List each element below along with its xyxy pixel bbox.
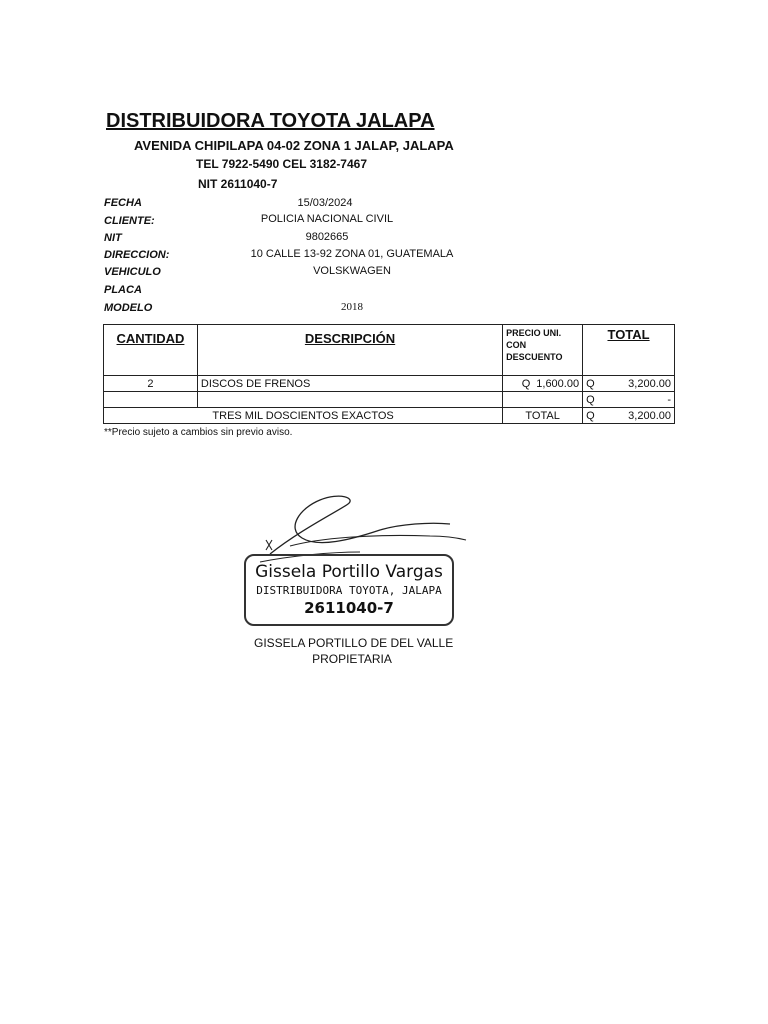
field-label-direccion: DIRECCION:	[104, 249, 170, 261]
footer-total-currency: Q	[586, 409, 595, 422]
field-label-placa: PLACA	[104, 284, 142, 296]
header-descripcion: DESCRIPCIÓN	[197, 325, 502, 376]
header-precio-line3: DESCUENTO	[506, 352, 563, 362]
cell-total-amount: -	[667, 393, 671, 406]
field-label-fecha: FECHA	[104, 197, 142, 209]
field-value-cliente: POLICIA NACIONAL CIVIL	[260, 213, 394, 225]
cell-total-currency: Q	[586, 377, 595, 390]
table-header-row	[104, 325, 675, 376]
cell-descripcion	[197, 392, 502, 408]
cell-total	[583, 376, 675, 392]
stamp-nit: 2611040-7	[304, 599, 394, 617]
total-in-words: TRES MIL DOSCIENTOS EXACTOS	[104, 408, 503, 424]
field-value-modelo: 2018	[341, 301, 363, 313]
footer-total-label: TOTAL	[503, 408, 583, 424]
field-label-vehiculo: VEHICULO	[104, 266, 161, 278]
stamp-name: Gissela Portillo Vargas	[255, 562, 443, 582]
company-phone: TEL 7922-5490 CEL 3182-7467	[196, 157, 368, 171]
cell-total	[583, 392, 675, 408]
cell-precio-amount: 1,600.00	[536, 377, 580, 390]
invoice-table	[103, 324, 675, 424]
price-disclaimer: **Precio sujeto a cambios sin previo aviso.	[104, 427, 293, 438]
header-precio-line2: CON	[506, 340, 527, 350]
company-address: AVENIDA CHIPILAPA 04-02 ZONA 1 JALAP, JALAPA	[134, 138, 454, 153]
field-value-nit: 9802665	[305, 231, 349, 243]
header-precio	[503, 325, 583, 376]
table-row	[104, 376, 675, 392]
header-cantidad: CANTIDAD	[104, 325, 198, 376]
company-nit: NIT 2611040-7	[198, 177, 278, 191]
field-value-fecha: 15/03/2024	[297, 197, 353, 209]
cell-cantidad	[104, 392, 198, 408]
header-precio-line1: PRECIO UNI.	[506, 328, 562, 338]
cell-total-currency: Q	[586, 393, 595, 406]
footer-total	[583, 408, 675, 424]
company-stamp	[244, 554, 454, 626]
footer-total-amount: 3,200.00	[628, 409, 671, 422]
field-value-direccion: 10 CALLE 13-92 ZONA 01, GUATEMALA	[250, 248, 454, 260]
field-label-modelo: MODELO	[104, 302, 153, 314]
cell-descripcion: DISCOS DE FRENOS	[197, 376, 502, 392]
table-footer-row	[104, 408, 675, 424]
header-total: TOTAL	[583, 325, 675, 376]
signer-role: PROPIETARIA	[312, 652, 392, 666]
cell-precio	[503, 376, 583, 392]
field-label-nit: NIT	[104, 232, 122, 244]
cell-cantidad: 2	[104, 376, 198, 392]
cell-precio-currency: Q	[521, 377, 531, 390]
table-row	[104, 392, 675, 408]
field-label-cliente: CLIENTE:	[104, 215, 155, 227]
signer-name: GISSELA PORTILLO DE DEL VALLE	[254, 636, 454, 650]
field-value-vehiculo: VOLSKWAGEN	[313, 265, 391, 277]
company-title: DISTRIBUIDORA TOYOTA JALAPA	[106, 110, 435, 132]
stamp-company: DISTRIBUIDORA TOYOTA, JALAPA	[256, 584, 442, 597]
cell-precio	[503, 392, 583, 408]
cell-total-amount: 3,200.00	[628, 377, 671, 390]
